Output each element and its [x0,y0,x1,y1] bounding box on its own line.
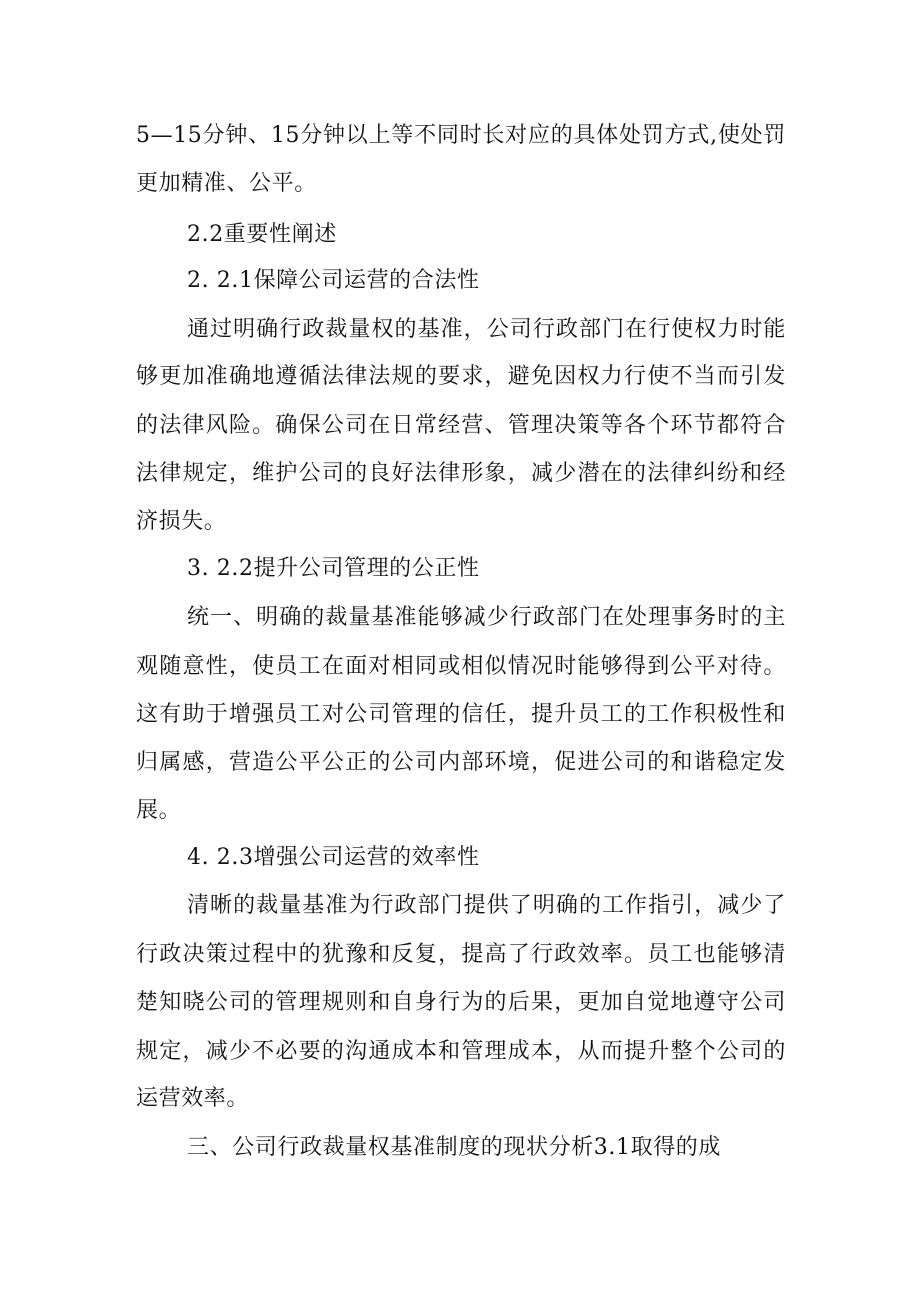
paragraph-3-line-4: 规定，减少不必要的沟通成本和管理成本，从而提升整个公司的 [136,1039,786,1064]
paragraph-3-line-2: 行政决策过程中的犹豫和反复，提高了行政效率。员工也能够清 [136,942,786,967]
section-heading-2-2: 2.2重要性阐述 [187,222,337,247]
paragraph-2-line-3: 这有助于增强员工对公司管理的信任，提升员工的工作积极性和 [136,702,786,727]
paragraph-1-line-2: 够更加准确地遵循法律法规的要求，避免因权力行使不当而引发 [136,364,786,389]
paragraph-2-line-1: 统一、明确的裁量基准能够减少行政部门在处理事务时的主 [187,605,786,630]
subsection-heading-2-2-2: 3. 2.2提升公司管理的公正性 [187,556,480,581]
paragraph-3-line-5: 运营效率。 [136,1086,250,1111]
paragraph-2-line-5: 展。 [136,798,182,823]
body-line-1: 5—15分钟、15分钟以上等不同时长对应的具体处罚方式,使处罚 [136,123,786,148]
paragraph-1-line-4: 法律规定，维护公司的良好法律形象，减少潜在的法律纠纷和经 [136,461,786,486]
chapter-heading-3: 三、公司行政裁量权基准制度的现状分析3.1取得的成 [187,1135,721,1160]
subsection-heading-2-2-3: 4. 2.3增强公司运营的效率性 [187,845,480,870]
paragraph-1-line-5: 济损失。 [136,509,227,534]
paragraph-1-line-1: 通过明确行政裁量权的基准，公司行政部门在行使权力时能 [187,317,786,342]
paragraph-3-line-1: 清晰的裁量基准为行政部门提供了明确的工作指引，减少了 [187,893,786,918]
paragraph-1-line-3: 的法律风险。确保公司在日常经营、管理决策等各个环节都符合 [136,413,786,438]
subsection-heading-2-2-1: 2. 2.1保障公司运营的合法性 [187,268,480,293]
paragraph-2-line-4: 归属感，营造公平公正的公司内部环境，促进公司的和谐稳定发 [136,750,786,775]
paragraph-3-line-3: 楚知晓公司的管理规则和自身行为的后果，更加自觉地遵守公司 [136,990,786,1015]
paragraph-2-line-2: 观随意性，使员工在面对相同或相似情况时能够得到公平对待。 [136,654,786,679]
body-line-2: 更加精准、公平。 [136,171,317,196]
